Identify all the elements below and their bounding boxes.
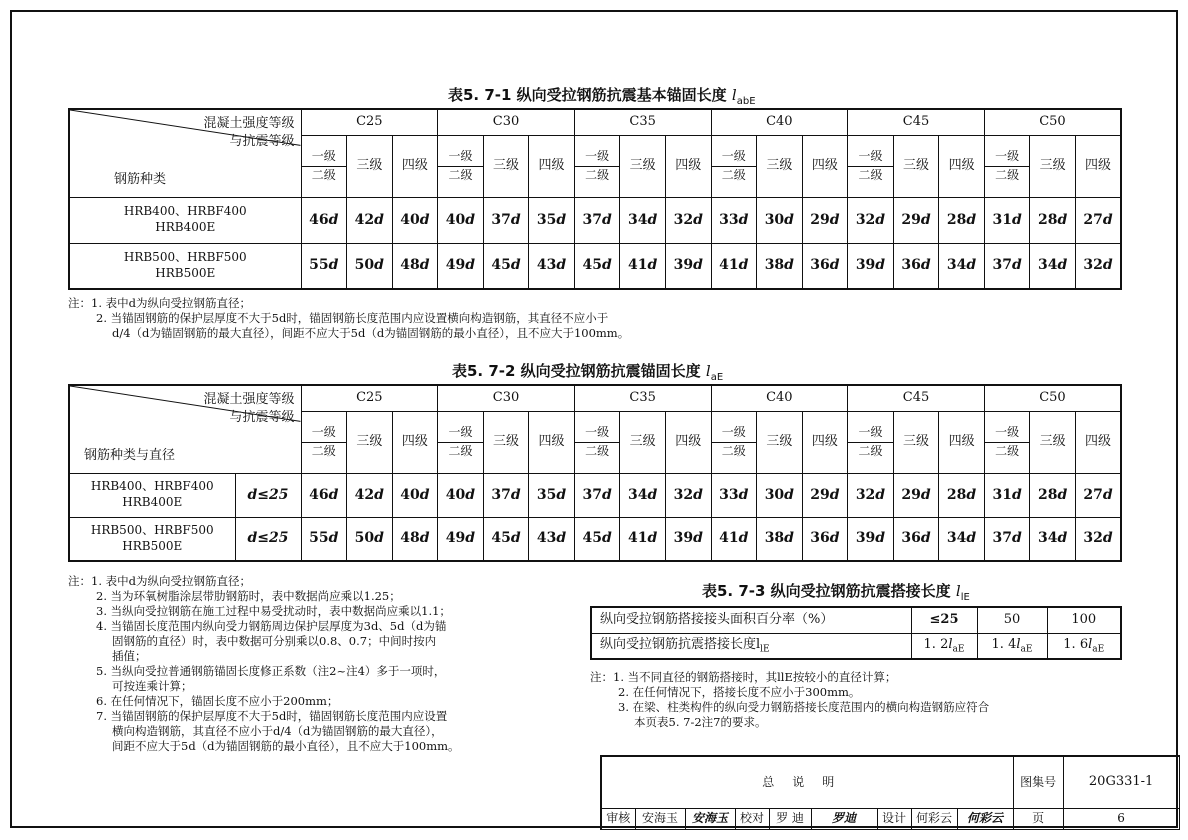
table2-value-cell: 45d — [483, 517, 529, 561]
table2-value-cell: 37d — [483, 473, 529, 517]
table2-sub-level3: 三级 — [347, 411, 393, 473]
table1-row — [69, 243, 1121, 289]
table1-value-cell: 42d — [347, 197, 393, 243]
table2-sub-level4: 四级 — [529, 411, 575, 473]
table2-value-cell: 36d — [802, 517, 848, 561]
table1-value-cell: 43d — [529, 243, 575, 289]
atlas-number: 20G331-1 — [1063, 756, 1179, 808]
note1-line3: d/4（d为锚固钢筋的最大直径），间距不应大于5d（d为锚固钢筋的最小直径），且不应大于100mm。 — [112, 326, 630, 340]
table1-value-cell: 40d — [438, 197, 484, 243]
table1-header-diagonal — [69, 109, 301, 197]
table3-r2-label: 纵向受拉钢筋抗震搭接长度$l_{lE}$ — [591, 633, 911, 659]
table2-sub-level12: 一级 二级 — [574, 411, 620, 473]
table-5-7-2 — [68, 384, 1122, 562]
check-name: 罗 迪 — [769, 808, 811, 829]
table2-caption: 表5. 7-2 纵向受拉钢筋抗震锚固长度 $l_{aE}$ — [452, 362, 724, 383]
table2-row-label: HRB400、HRBF400 HRB400E — [69, 473, 235, 517]
table2-sub-level4: 四级 — [392, 411, 438, 473]
table2-sub-level3: 三级 — [483, 411, 529, 473]
table2-notes — [68, 574, 460, 754]
table2-sub-level4: 四级 — [665, 411, 711, 473]
table1-value-cell: 45d — [483, 243, 529, 289]
table2-value-cell: 30d — [757, 473, 803, 517]
table2-sub-level12: 一级 二级 — [711, 411, 757, 473]
table1-value-cell: 37d — [483, 197, 529, 243]
table1-header-type: 钢筋种类 — [114, 172, 167, 187]
table2-value-cell: 36d — [893, 517, 939, 561]
table1-value-cell: 34d — [1030, 243, 1076, 289]
note2-line4: 4. 当锚固长度范围内纵向受力钢筋周边保护层厚度为3d、5d（d为锚 — [96, 619, 447, 633]
table1-value-cell: 34d — [939, 243, 985, 289]
table2-value-cell: 38d — [757, 517, 803, 561]
table1-value-cell: 49d — [438, 243, 484, 289]
design-signature: 何彩云 — [957, 808, 1013, 829]
table3-notes — [590, 670, 989, 730]
note2-line4c: 插值； — [112, 649, 147, 663]
table2-value-cell: 34d — [1030, 517, 1076, 561]
note1-line1: 注：1. 表中d为纵向受拉钢筋直径； — [68, 296, 251, 310]
table1-sub-level4: 四级 — [939, 135, 985, 197]
note1-line2: 2. 当锚固钢筋的保护层厚度不大于5d时，锚固钢筋长度范围内应设置横向构造钢筋，其直径不应小于 — [96, 311, 609, 325]
table1-value-cell: 28d — [939, 197, 985, 243]
table2-grade-c35: C35 — [574, 385, 711, 411]
check-signature: 罗迪 — [811, 808, 877, 829]
table1-value-cell: 32d — [848, 197, 894, 243]
table1-sub-level3: 三级 — [893, 135, 939, 197]
table2-grade-c25: C25 — [301, 385, 438, 411]
table2-sub-level3: 三级 — [1030, 411, 1076, 473]
table1-sub-level4: 四级 — [665, 135, 711, 197]
table3-r2-v2: 1. $4l_{aE}$ — [977, 633, 1047, 659]
table2-header-type: 钢筋种类与直径 — [84, 448, 176, 463]
table1-value-cell: 48d — [392, 243, 438, 289]
table1-sub-level3: 三级 — [757, 135, 803, 197]
table2-value-cell: 39d — [848, 517, 894, 561]
note3-line3b: 本页表5. 7-2注7的要求。 — [634, 715, 767, 729]
table1-caption: 表5. 7-1 纵向受拉钢筋抗震基本锚固长度 $l_{abE}$ — [448, 86, 756, 107]
table1-value-cell: 37d — [984, 243, 1030, 289]
table1-value-cell: 39d — [665, 243, 711, 289]
table2-grade-c30: C30 — [438, 385, 575, 411]
table2-value-cell: 43d — [529, 517, 575, 561]
table1-sub-level12: 一级 二级 — [984, 135, 1030, 197]
table1-row-label: HRB500、HRBF500 HRB500E — [69, 243, 301, 289]
table1-value-cell: 29d — [893, 197, 939, 243]
note2-line7c: 间距不应大于5d（d为锚固钢筋的最小直径），且不应大于100mm。 — [112, 739, 460, 753]
table2-value-cell: 37d — [984, 517, 1030, 561]
table1-notes — [68, 296, 629, 341]
table2-value-cell: 28d — [939, 473, 985, 517]
table3-r1-v2: 50 — [977, 607, 1047, 633]
table1-row-label: HRB400、HRBF400 HRB400E — [69, 197, 301, 243]
table2-header-diagonal — [69, 385, 301, 473]
table2-value-cell: 29d — [893, 473, 939, 517]
note2-line1: 注：1. 表中d为纵向受拉钢筋直径； — [68, 574, 251, 588]
review-name: 安海玉 — [635, 808, 685, 829]
table1-value-cell: 45d — [574, 243, 620, 289]
table2-row-condition: d≤25 — [235, 517, 301, 561]
table1-grade-c40: C40 — [711, 109, 848, 135]
table2-value-cell: 48d — [392, 517, 438, 561]
table2-value-cell: 40d — [438, 473, 484, 517]
table1-sub-level3: 三级 — [1030, 135, 1076, 197]
table1-sub-level4: 四级 — [1075, 135, 1121, 197]
table3-r1-label: 纵向受拉钢筋搭接接头面积百分率（%） — [591, 607, 911, 633]
note3-line2: 2. 在任何情况下，搭接长度不应小于300mm。 — [618, 685, 861, 699]
table1-sub-level12: 一级 二级 — [438, 135, 484, 197]
table1-grade-c35: C35 — [574, 109, 711, 135]
atlas-label: 图集号 — [1013, 756, 1063, 808]
table2-value-cell: 39d — [665, 517, 711, 561]
table1-value-cell: 41d — [620, 243, 666, 289]
note2-line5b: 可按连乘计算； — [112, 679, 193, 693]
page-label: 页 — [1013, 808, 1063, 829]
table2-grade-c50: C50 — [984, 385, 1121, 411]
table1-grade-c30: C30 — [438, 109, 575, 135]
table2-sub-level4: 四级 — [802, 411, 848, 473]
table1-grade-c50: C50 — [984, 109, 1121, 135]
design-name: 何彩云 — [911, 808, 957, 829]
table2-value-cell: 40d — [392, 473, 438, 517]
table2-value-cell: 34d — [939, 517, 985, 561]
table1-value-cell: 35d — [529, 197, 575, 243]
table2-sub-level12: 一级 二级 — [438, 411, 484, 473]
review-label: 审核 — [601, 808, 635, 829]
table1-sub-level3: 三级 — [483, 135, 529, 197]
table1-sub-level12: 一级 二级 — [711, 135, 757, 197]
table2-value-cell: 45d — [574, 517, 620, 561]
table1-value-cell: 29d — [802, 197, 848, 243]
table2-sub-level12: 一级 二级 — [848, 411, 894, 473]
table1-header-grade: 混凝土强度等级 — [203, 116, 295, 131]
table2-value-cell: 32d — [665, 473, 711, 517]
table2-sub-level4: 四级 — [1075, 411, 1121, 473]
table1-sub-level3: 三级 — [347, 135, 393, 197]
table2-sub-level3: 三级 — [893, 411, 939, 473]
table2-sub-level12: 一级 二级 — [984, 411, 1030, 473]
note2-line4b: 固钢筋的直径）时，表中数据可分别乘以0.8、0.7；中间时按内 — [112, 634, 437, 648]
table3-r2-v3: 1. $6l_{aE}$ — [1047, 633, 1121, 659]
table2-value-cell: 31d — [984, 473, 1030, 517]
note3-line1: 注：1. 当不同直径的钢筋搭接时，其llE按较小的直径计算； — [590, 670, 897, 684]
note2-line7: 7. 当锚固钢筋的保护层厚度不大于5d时，锚固钢筋长度范围内应设置 — [96, 709, 448, 723]
table2-value-cell: 28d — [1030, 473, 1076, 517]
drawing-title: 总说明 — [601, 756, 1013, 808]
table2-row-label: HRB500、HRBF500 HRB500E — [69, 517, 235, 561]
table1-row — [69, 197, 1121, 243]
table3-r1-v3: 100 — [1047, 607, 1121, 633]
table1-sub-level3: 三级 — [620, 135, 666, 197]
table2-value-cell: 49d — [438, 517, 484, 561]
table2-grade-c40: C40 — [711, 385, 848, 411]
table1-sub-level4: 四级 — [392, 135, 438, 197]
table2-value-cell: 34d — [620, 473, 666, 517]
table2-value-cell: 33d — [711, 473, 757, 517]
table1-value-cell: 50d — [347, 243, 393, 289]
table1-value-cell: 41d — [711, 243, 757, 289]
table2-sub-level3: 三级 — [757, 411, 803, 473]
table1-value-cell: 28d — [1030, 197, 1076, 243]
table2-sub-level12: 一级 二级 — [301, 411, 347, 473]
design-label: 设计 — [877, 808, 911, 829]
table1-value-cell: 32d — [1075, 243, 1121, 289]
table2-row-condition: d≤25 — [235, 473, 301, 517]
table2-value-cell: 46d — [301, 473, 347, 517]
table1-value-cell: 27d — [1075, 197, 1121, 243]
table2-row — [69, 517, 1121, 561]
table2-sub-level4: 四级 — [939, 411, 985, 473]
page-number: 6 — [1063, 808, 1179, 829]
note2-line5: 5. 当纵向受拉普通钢筋锚固长度修正系数（注2~注4）多于一项时， — [96, 664, 446, 678]
table2-header-grade: 混凝土强度等级 — [203, 392, 295, 407]
note2-line7b: 横向构造钢筋，其直径不应小于d/4（d为锚固钢筋的最大直径）， — [112, 724, 443, 738]
table2-value-cell: 41d — [711, 517, 757, 561]
table2-grade-c45: C45 — [848, 385, 985, 411]
table1-value-cell: 33d — [711, 197, 757, 243]
table1-sub-level12: 一级 二级 — [301, 135, 347, 197]
review-signature: 安海玉 — [685, 808, 735, 829]
table1-sub-level12: 一级 二级 — [574, 135, 620, 197]
table1-value-cell: 32d — [665, 197, 711, 243]
table2-value-cell: 27d — [1075, 473, 1121, 517]
table-5-7-1 — [68, 108, 1122, 290]
table2-value-cell: 41d — [620, 517, 666, 561]
table1-value-cell: 38d — [757, 243, 803, 289]
table1-value-cell: 31d — [984, 197, 1030, 243]
table1-value-cell: 36d — [802, 243, 848, 289]
table2-value-cell: 55d — [301, 517, 347, 561]
table1-value-cell: 39d — [848, 243, 894, 289]
table1-grade-c45: C45 — [848, 109, 985, 135]
table1-value-cell: 34d — [620, 197, 666, 243]
table1-header-seismic: 与抗震等级 — [229, 134, 295, 149]
table2-value-cell: 35d — [529, 473, 575, 517]
table3-r1-v1: ≤25 — [911, 607, 977, 633]
table2-value-cell: 29d — [802, 473, 848, 517]
table2-value-cell: 32d — [848, 473, 894, 517]
check-label: 校对 — [735, 808, 769, 829]
table1-sub-level4: 四级 — [529, 135, 575, 197]
table1-value-cell: 46d — [301, 197, 347, 243]
title-block — [600, 755, 1180, 830]
table3-caption: 表5. 7-3 纵向受拉钢筋抗震搭接长度 $l_{lE}$ — [702, 582, 970, 603]
table1-sub-level4: 四级 — [802, 135, 848, 197]
table1-value-cell: 40d — [392, 197, 438, 243]
note2-line3: 3. 当纵向受拉钢筋在施工过程中易受扰动时，表中数据尚应乘以1.1； — [96, 604, 451, 618]
table2-sub-level3: 三级 — [620, 411, 666, 473]
note3-line3: 3. 在梁、柱类构件的纵向受力钢筋搭接长度范围内的横向构造钢筋应符合 — [618, 700, 990, 714]
note2-line2: 2. 当为环氧树脂涂层带肋钢筋时，表中数据尚应乘以1.25； — [96, 589, 401, 603]
table2-value-cell: 50d — [347, 517, 393, 561]
table1-grade-c25: C25 — [301, 109, 438, 135]
table-5-7-3 — [590, 606, 1122, 660]
table1-value-cell: 55d — [301, 243, 347, 289]
table1-sub-level12: 一级 二级 — [848, 135, 894, 197]
table2-value-cell: 37d — [574, 473, 620, 517]
table2-value-cell: 32d — [1075, 517, 1121, 561]
table3-r2-v1: 1. $2l_{aE}$ — [911, 633, 977, 659]
table2-value-cell: 42d — [347, 473, 393, 517]
table2-row — [69, 473, 1121, 517]
table1-value-cell: 37d — [574, 197, 620, 243]
table1-value-cell: 36d — [893, 243, 939, 289]
table2-header-seismic: 与抗震等级 — [229, 410, 295, 425]
note2-line6: 6. 在任何情况下，锚固长度不应小于200mm； — [96, 694, 339, 708]
table1-value-cell: 30d — [757, 197, 803, 243]
